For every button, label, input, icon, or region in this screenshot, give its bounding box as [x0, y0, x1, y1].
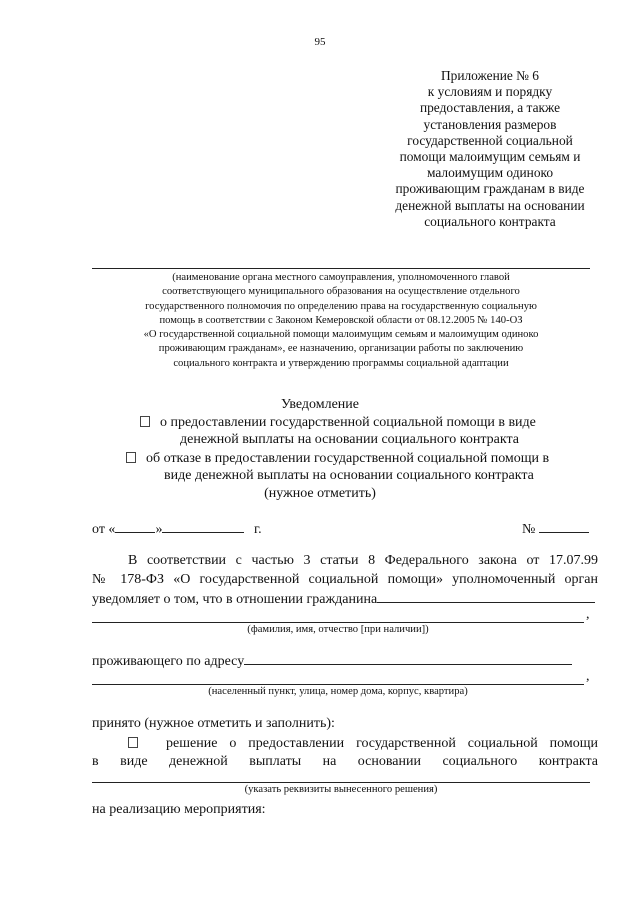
decision-caption: (указать реквизиты вынесенного решения)	[244, 784, 438, 795]
decision-word: на	[322, 754, 337, 769]
page-number: 95	[314, 36, 326, 48]
decision-word: в	[92, 754, 99, 769]
day-fill-line[interactable]	[115, 520, 155, 533]
decision-word: основании	[357, 754, 421, 769]
appendix-line: малоимущим одиноко	[426, 165, 554, 181]
org-name-caption	[92, 271, 590, 371]
address-caption: (населенный пункт, улица, номер дома, корпус, квартира)	[208, 686, 468, 697]
decision-word: контракта	[538, 754, 598, 769]
number-fill-line[interactable]	[539, 520, 589, 533]
citizen-fill-line[interactable]	[377, 590, 595, 603]
date-prefix: от «	[92, 522, 116, 537]
notice-title: Уведомление	[280, 397, 359, 412]
date-close-quote: »	[155, 522, 163, 537]
org-note-line: государственного полномочия по определению права на государственную социальную	[145, 300, 537, 312]
number-field	[522, 520, 589, 538]
citizen-label: уведомляет о том, что в отношении гражданина	[92, 592, 378, 607]
address-label: проживающего по адресу	[92, 654, 245, 669]
fio-fill-line[interactable]	[92, 622, 584, 623]
option-grant-label: о предоставлении государственной социальной помощи в виде	[160, 415, 536, 430]
org-name-fill-line[interactable]	[92, 268, 590, 269]
option-refuse-line2: виде денежной выплаты на основании социального контракта	[164, 468, 534, 483]
org-note-line: «О государственной социальной помощи малоимущим семьям и малоимущим одиноко	[143, 329, 539, 341]
appendix-line: к условиям и порядку	[427, 84, 553, 100]
decision-fill-line[interactable]	[92, 782, 590, 783]
option-refuse[interactable]	[126, 451, 549, 468]
appendix-line: предоставления, а также	[419, 100, 561, 116]
checkbox-grant[interactable]	[140, 416, 150, 427]
appendix-heading	[372, 68, 608, 230]
decision-line-1: решение о предоставлении государственной социальной помощи	[166, 736, 598, 751]
appendix-line: денежной выплаты на основании	[395, 197, 585, 213]
date-field	[92, 520, 262, 538]
org-note-line: проживающим гражданам», ее назначению, организации работы по заключению	[158, 343, 524, 355]
month-fill-line[interactable]	[162, 520, 244, 533]
option-grant[interactable]	[140, 415, 536, 432]
decision-line-2	[92, 753, 598, 772]
year-suffix: г.	[253, 522, 262, 537]
appendix-line: государственной социальной	[407, 132, 573, 148]
org-note-line: соответствующего муниципального образования на осуществление отдельного	[162, 286, 520, 298]
checkbox-refuse[interactable]	[126, 452, 136, 463]
appendix-line: проживающим гражданам в виде	[395, 181, 585, 197]
org-note-line: помощь в соответствии с Законом Кемеровской области от 08.12.2005 № 140-ОЗ	[159, 314, 523, 326]
option-grant-line2: денежной выплаты на основании социального контракта	[180, 432, 519, 447]
fio-caption: (фамилия, имя, отчество [при наличии])	[247, 624, 429, 635]
checkbox-decision[interactable]	[128, 737, 138, 748]
org-note-line: социального контракта и утверждению программы социальной адаптации	[173, 357, 509, 369]
decision-word: выплаты	[249, 754, 302, 769]
para-line-3	[92, 590, 595, 610]
appendix-line: установления размеров	[423, 116, 557, 132]
number-label: №	[522, 522, 536, 537]
address-comma: ,	[586, 669, 590, 684]
para-line-1: В соответствии с частью 3 статьи 8 Федерального закона от 17.07.99	[128, 553, 598, 568]
activities-label: на реализацию мероприятия:	[92, 802, 266, 817]
appendix-line: помощи малоимущим семьям и	[399, 149, 581, 165]
org-note-line: (наименование органа местного самоуправления, уполномоченного главой	[172, 272, 510, 283]
decision-word: виде	[120, 754, 148, 769]
address-row	[92, 652, 572, 672]
para-line-2: № 178-ФЗ «О государственной социальной помощи» уполномоченный орган	[92, 572, 598, 587]
fio-comma: ,	[586, 607, 590, 622]
decision-word: социального	[442, 754, 518, 769]
option-refuse-label: об отказе в предоставлении государственной социальной помощи в	[146, 451, 550, 466]
appendix-line: социального контракта	[424, 213, 556, 229]
mark-note: (нужное отметить)	[264, 486, 376, 501]
option-decision[interactable]	[128, 735, 158, 754]
appendix-line: Приложение № 6	[440, 68, 540, 83]
address-fill-line-2[interactable]	[92, 684, 584, 685]
address-fill-line[interactable]	[244, 652, 572, 665]
decision-word: денежной	[169, 754, 228, 769]
accepted-label: принято (нужное отметить и заполнить):	[92, 716, 335, 731]
